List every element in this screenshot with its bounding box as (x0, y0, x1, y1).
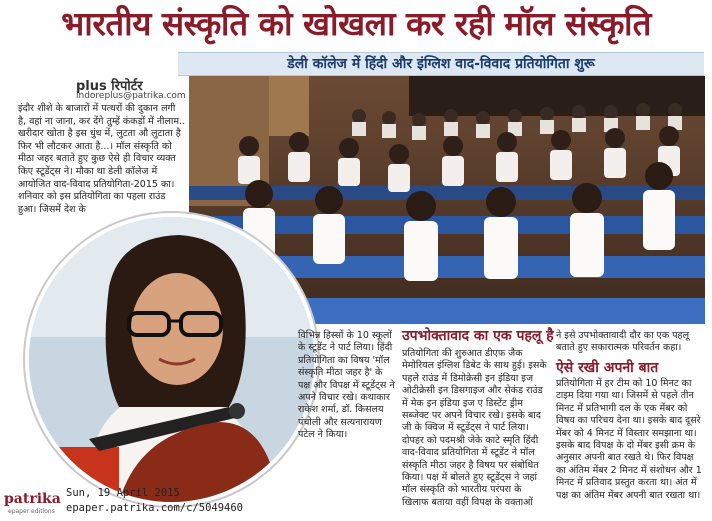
article-column-4-top: ने इसे उपभोक्तावादी दौर का एक पहलू बताते हुए सकारात्मक परिवर्तन कहा। (556, 330, 690, 354)
article-column-4: प्रतियोगिता में हर टीम को 10 मिनट का टाइम दिया गया था। जिसमें से पहले तीन मिनट में प्रतिभागी दल के एक मेंबर को विषय का परिचय देना था। इसके बाद दूसरे मेंबर को 4 मिनट में विस्तार समझाना था। इसके बाद विपक्ष के दो मेंबर इसी क्रम के अनुसार अपनी बात रखते थे। फिर विपक्ष का अंतिम मेंबर 2 मिनट में संशोधन और 1 मिनट में प्रतिवाद प्रस्तुत करता था। अंत में पक्ष का अंतिम मेंबर अपनी बात रखता था। (556, 378, 702, 501)
section-heading-consumerism: उपभोक्तावाद का एक पहलू है (402, 328, 554, 344)
speaker-illustration (29, 217, 314, 502)
article-column-3: प्रतियोगिता की शुरुआत डीएफ जैक मेमोरियल इंग्लिश डिबेट के साथ हुई। इसके पहले राउंड में डिमोक्रेसी इन इंडिया इज ओटीक्रेसी इन डिसगाइज और सेकंड राउंड में मेक इन इंडिया इज ए डिस्टेंट ड्रीम सब्जेक्ट पर अपने विचार रखे। इसके बाद जी के क्विज में स्टूडेंट्स ने पार्ट लिया। दोपहर को पदमश्री जेके काटे स्मृति हिंदी वाद-विवाद प्रतियोगिता में स्टूडेंट ने मॉल संस्कृति मीठा जहर है विषय पर संबोधित किया। पक्ष में बोलते हुए स्टूडेंट्स ने जहां मॉल संस्कृति को भारतीय परंपरा के खिलाफ बताया वहीं विपक्ष के वक्ताओं (402, 348, 547, 508)
byline-email: indoreplus@patrika.com (76, 91, 186, 101)
subheadline-bar (178, 52, 704, 76)
byline-brand: plus रिपोर्टर (76, 79, 143, 94)
intro-paragraph: इंदौर शीशे के बाजारों में पत्थरों की दुकान लगी है, वहां ना जाना, कर देंगे तुम्हें कंकड़ों में नीलाम.. खरीदार खोता है इस धुंध में, लुटता औ लुटाता है फिर भी लौटकर आता है...। मॉल संस्कृति को मीठा जहर बताते हुए कुछ ऐसे ही विचार व्यक्त किए स्टूडेंट्स ने। मौका था डेली कॉलेज में आयोजित वाद-विवाद प्रतियोगिता-2015 का। शनिवार को इस प्रतियोगिता का पहला राउंड हुआ। जिसमें देश के (18, 103, 186, 215)
headline: भारतीय संस्कृति को खोखला कर रही मॉल संस्कृति (61, 4, 651, 43)
article-column-2: विभिन्न हिस्सों के 10 स्कूलों के स्टूडेंट ने पार्ट लिया। हिंदी प्रतियोगिता का विषय 'मॉल संस्कृति मीठा जहर है' के पक्ष और विपक्ष में स्टूडेंट्स ने अपने विचार रखे। कथाकार राकेश शर्मा, डॉ. किसलय पंचोली और सत्यनारायण पटेल ने किया। (298, 330, 395, 441)
edition-url[interactable]: epaper.patrika.com/c/5049460 (66, 502, 244, 514)
patrika-logo-tagline: epaper editions (8, 508, 55, 515)
subheadline: डेली कॉलेज में हिंदी और इंग्लिश वाद-विवाद प्रतियोगिता शुरू (287, 56, 595, 72)
section-heading-how-argued: ऐसे रखी अपनी बात (556, 360, 659, 376)
edition-date: Sun, 19 April 2015 (66, 487, 180, 499)
speaker-inset-photo (25, 213, 318, 506)
patrika-logo: patrika (4, 491, 61, 507)
